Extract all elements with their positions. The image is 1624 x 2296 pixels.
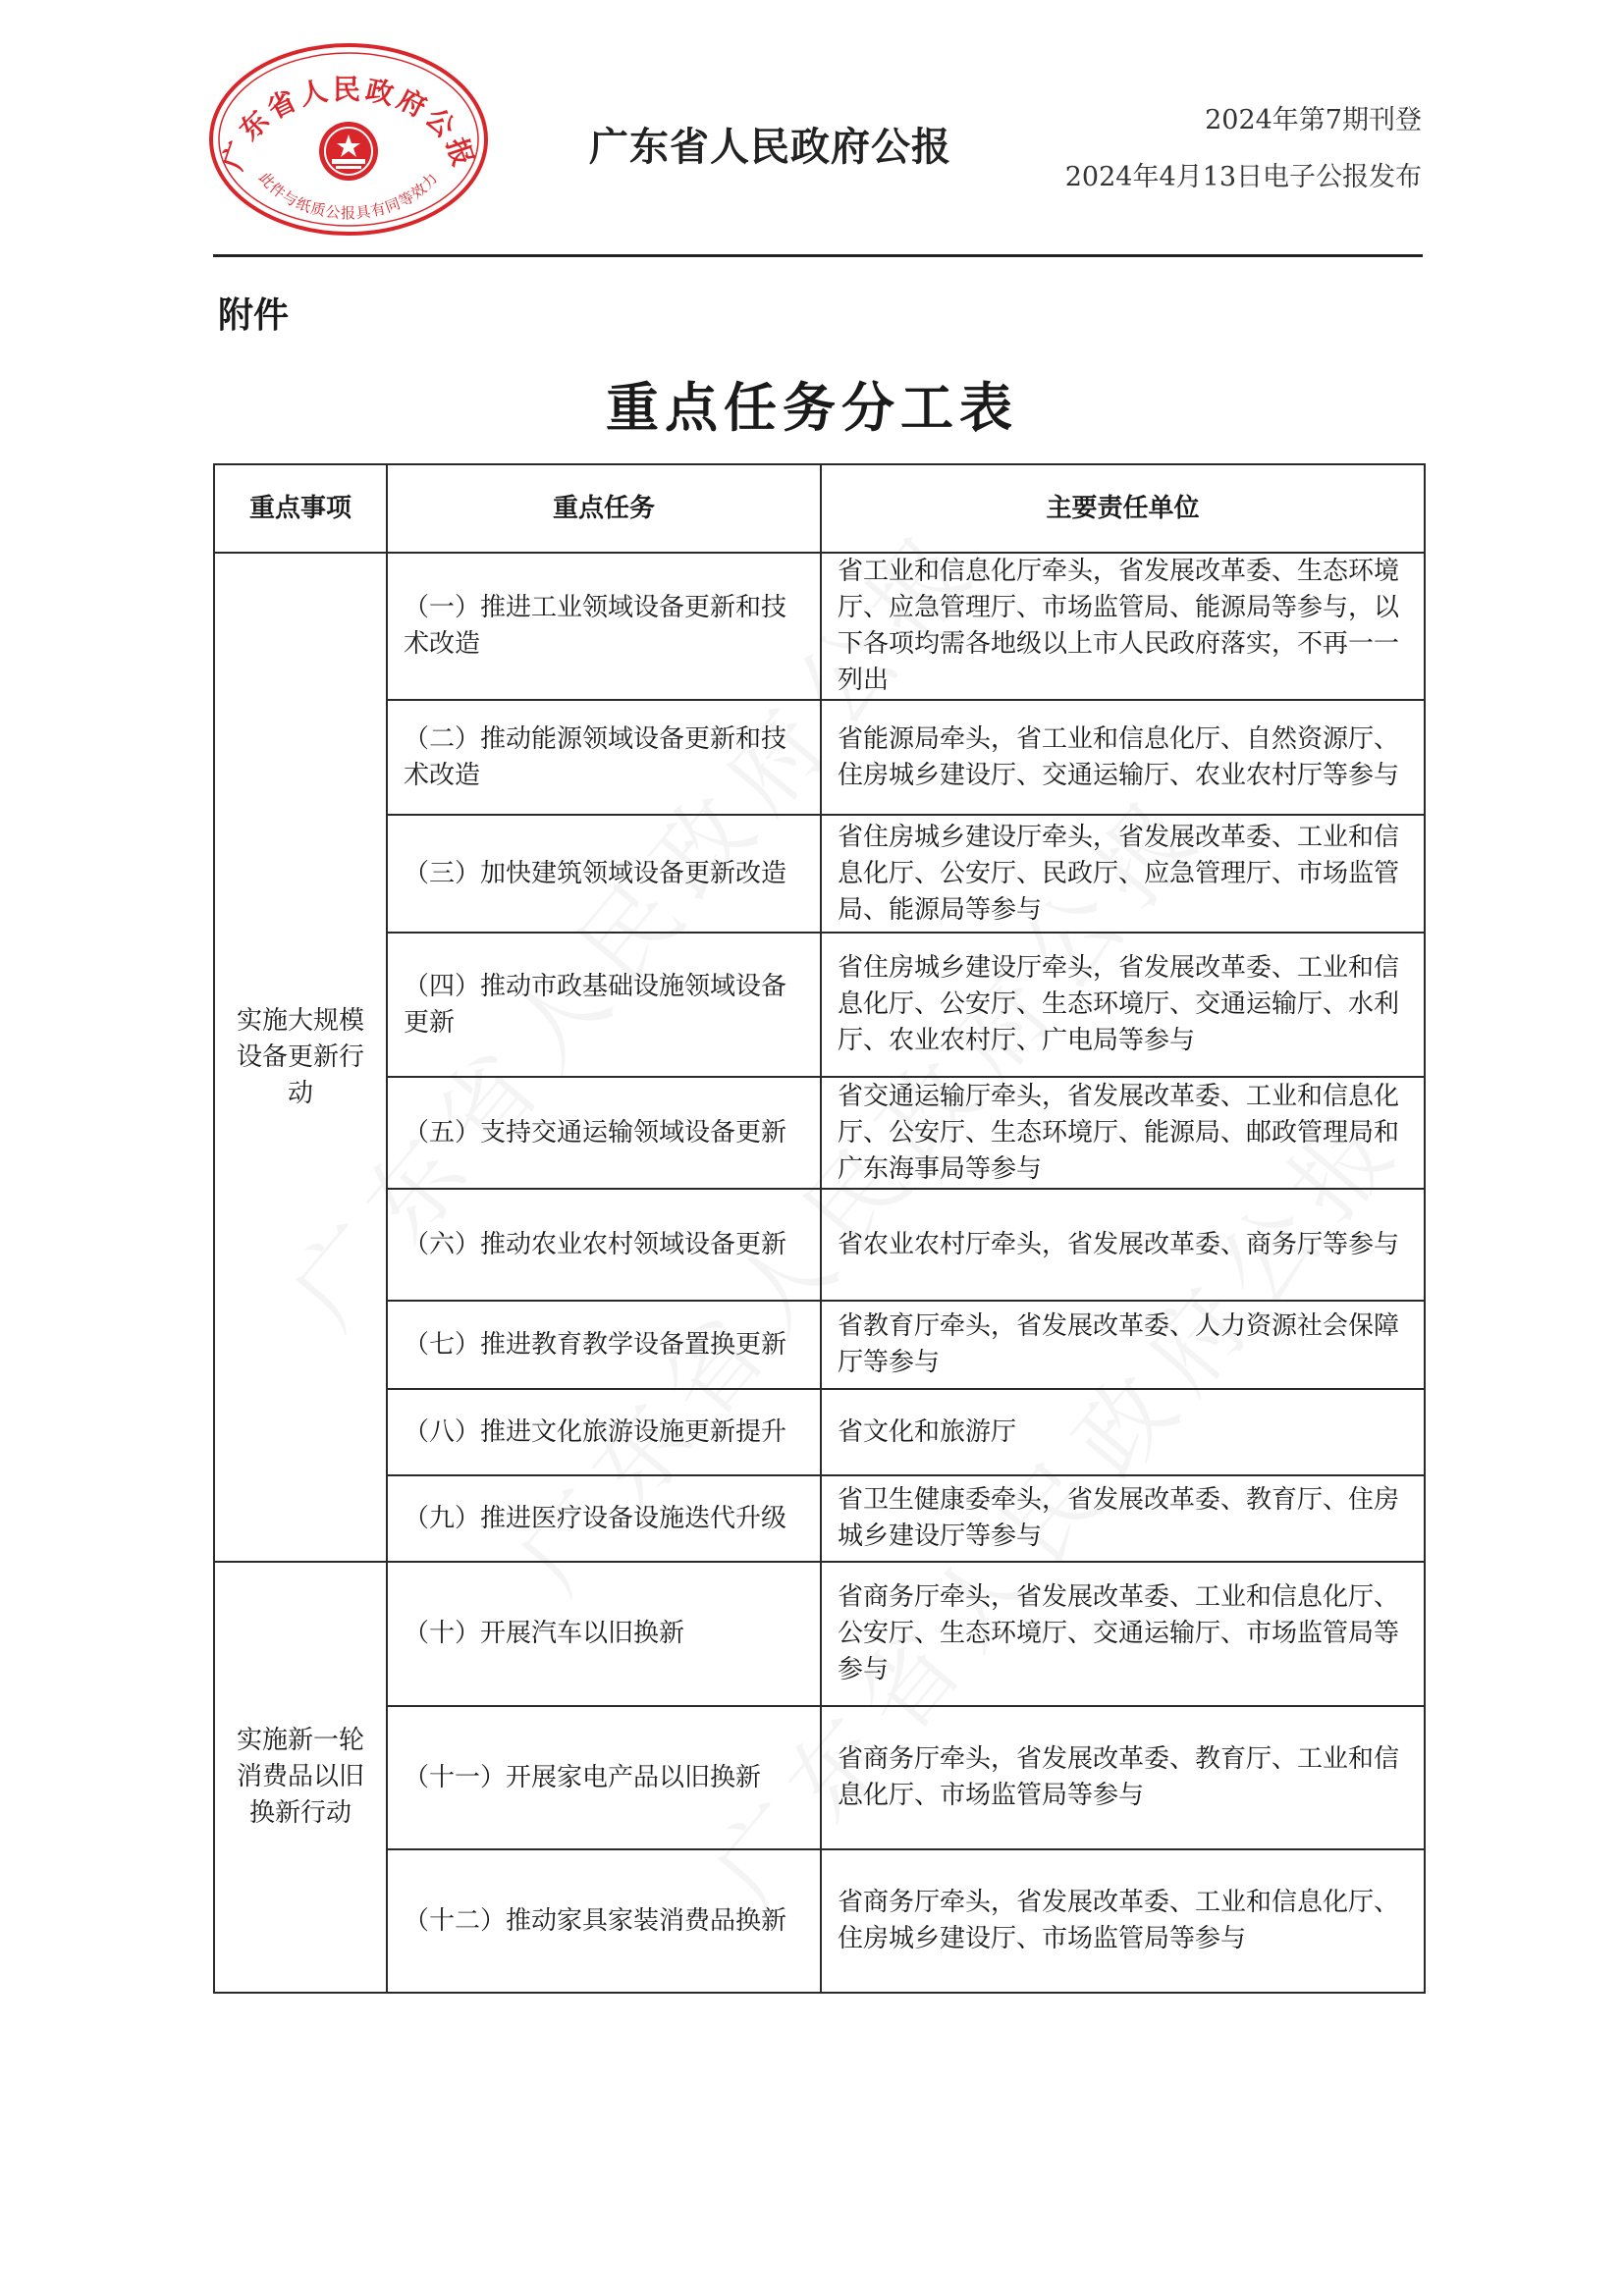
table-row: [214, 815, 1425, 933]
unit-cell: 省教育厅牵头，省发展改革委、人力资源社会保障厅等参与: [821, 1301, 1425, 1389]
header-divider: [213, 254, 1423, 257]
task-cell: （五）支持交通运输领域设备更新: [387, 1077, 821, 1189]
page-title: 重点任务分工表: [606, 376, 1018, 439]
unit-cell: 省交通运输厅牵头，省发展改革委、工业和信息化厅、公安厅、生态环境厅、能源局、邮政管理局和广东海事局等参与: [821, 1077, 1425, 1189]
task-cell: （十二）推动家具家装消费品换新: [387, 1849, 821, 1993]
table-row: [214, 933, 1425, 1077]
task-cell: （四）推动市政基础设施领域设备更新: [387, 933, 821, 1077]
task-table: [213, 463, 1426, 1994]
task-cell: （八）推进文化旅游设施更新提升: [387, 1389, 821, 1475]
unit-cell: 省能源局牵头，省工业和信息化厅、自然资源厅、住房城乡建设厅、交通运输厅、农业农村厅等参与: [821, 700, 1425, 815]
task-cell: （七）推进教育教学设备置换更新: [387, 1301, 821, 1389]
issue-number: 2024年第7期刊登: [1205, 105, 1422, 135]
task-cell: （一）推进工业领域设备更新和技术改造: [387, 553, 821, 700]
column-header: 主要责任单位: [821, 464, 1425, 553]
unit-cell: 省商务厅牵头，省发展改革委、教育厅、工业和信息化厅、市场监管局等参与: [821, 1706, 1425, 1849]
table-row: [214, 1077, 1425, 1189]
task-cell: （三）加快建筑领域设备更新改造: [387, 815, 821, 933]
category-cell: 实施新一轮消费品以旧换新行动: [214, 1562, 387, 1993]
table-row: [214, 1706, 1425, 1849]
table-row: [214, 1389, 1425, 1475]
table-row: [214, 1849, 1425, 1993]
unit-cell: 省卫生健康委牵头，省发展改革委、教育厅、住房城乡建设厅等参与: [821, 1475, 1425, 1562]
table-row: [214, 1189, 1425, 1301]
publication-title: 广东省人民政府公报: [589, 125, 951, 170]
svg-text:此件与纸质公报具有同等效力: 此件与纸质公报具有同等效力: [255, 169, 442, 223]
category-cell: 实施大规模设备更新行动: [214, 553, 387, 1562]
column-header: 重点事项: [214, 464, 387, 553]
unit-cell: 省住房城乡建设厅牵头，省发展改革委、工业和信息化厅、公安厅、民政厅、应急管理厅、市场监管局、能源局等参与: [821, 815, 1425, 933]
table-row: [214, 1301, 1425, 1389]
task-cell: （十一）开展家电产品以旧换新: [387, 1706, 821, 1849]
attachment-label: 附件: [218, 295, 290, 336]
table-row: [214, 1475, 1425, 1562]
column-header: 重点任务: [387, 464, 821, 553]
publish-date: 2024年4月13日电子公报发布: [1064, 162, 1422, 192]
table-header-row: [214, 464, 1425, 553]
unit-cell: 省文化和旅游厅: [821, 1389, 1425, 1475]
unit-cell: 省工业和信息化厅牵头，省发展改革委、生态环境厅、应急管理厅、市场监管局、能源局等参与，以下各项均需各地级以上市人民政府落实，不再一一列出: [821, 553, 1425, 700]
unit-cell: 省商务厅牵头，省发展改革委、工业和信息化厅、公安厅、生态环境厅、交通运输厅、市场监管局等参与: [821, 1562, 1425, 1706]
unit-cell: 省住房城乡建设厅牵头，省发展改革委、工业和信息化厅、公安厅、生态环境厅、交通运输厅、水利厅、农业农村厅、广电局等参与: [821, 933, 1425, 1077]
task-cell: （六）推动农业农村领域设备更新: [387, 1189, 821, 1301]
table-row: [214, 1562, 1425, 1706]
svg-text:广东省人民政府公报: 广东省人民政府公报: [216, 73, 481, 175]
unit-cell: 省商务厅牵头，省发展改革委、工业和信息化厅、住房城乡建设厅、市场监管局等参与: [821, 1849, 1425, 1993]
table-row: [214, 553, 1425, 700]
task-cell: （二）推动能源领域设备更新和技术改造: [387, 700, 821, 815]
unit-cell: 省农业农村厅牵头，省发展改革委、商务厅等参与: [821, 1189, 1425, 1301]
task-cell: （九）推进医疗设备设施迭代升级: [387, 1475, 821, 1562]
table-row: [214, 700, 1425, 815]
official-seal-icon: [206, 41, 491, 238]
task-cell: （十）开展汽车以旧换新: [387, 1562, 821, 1706]
